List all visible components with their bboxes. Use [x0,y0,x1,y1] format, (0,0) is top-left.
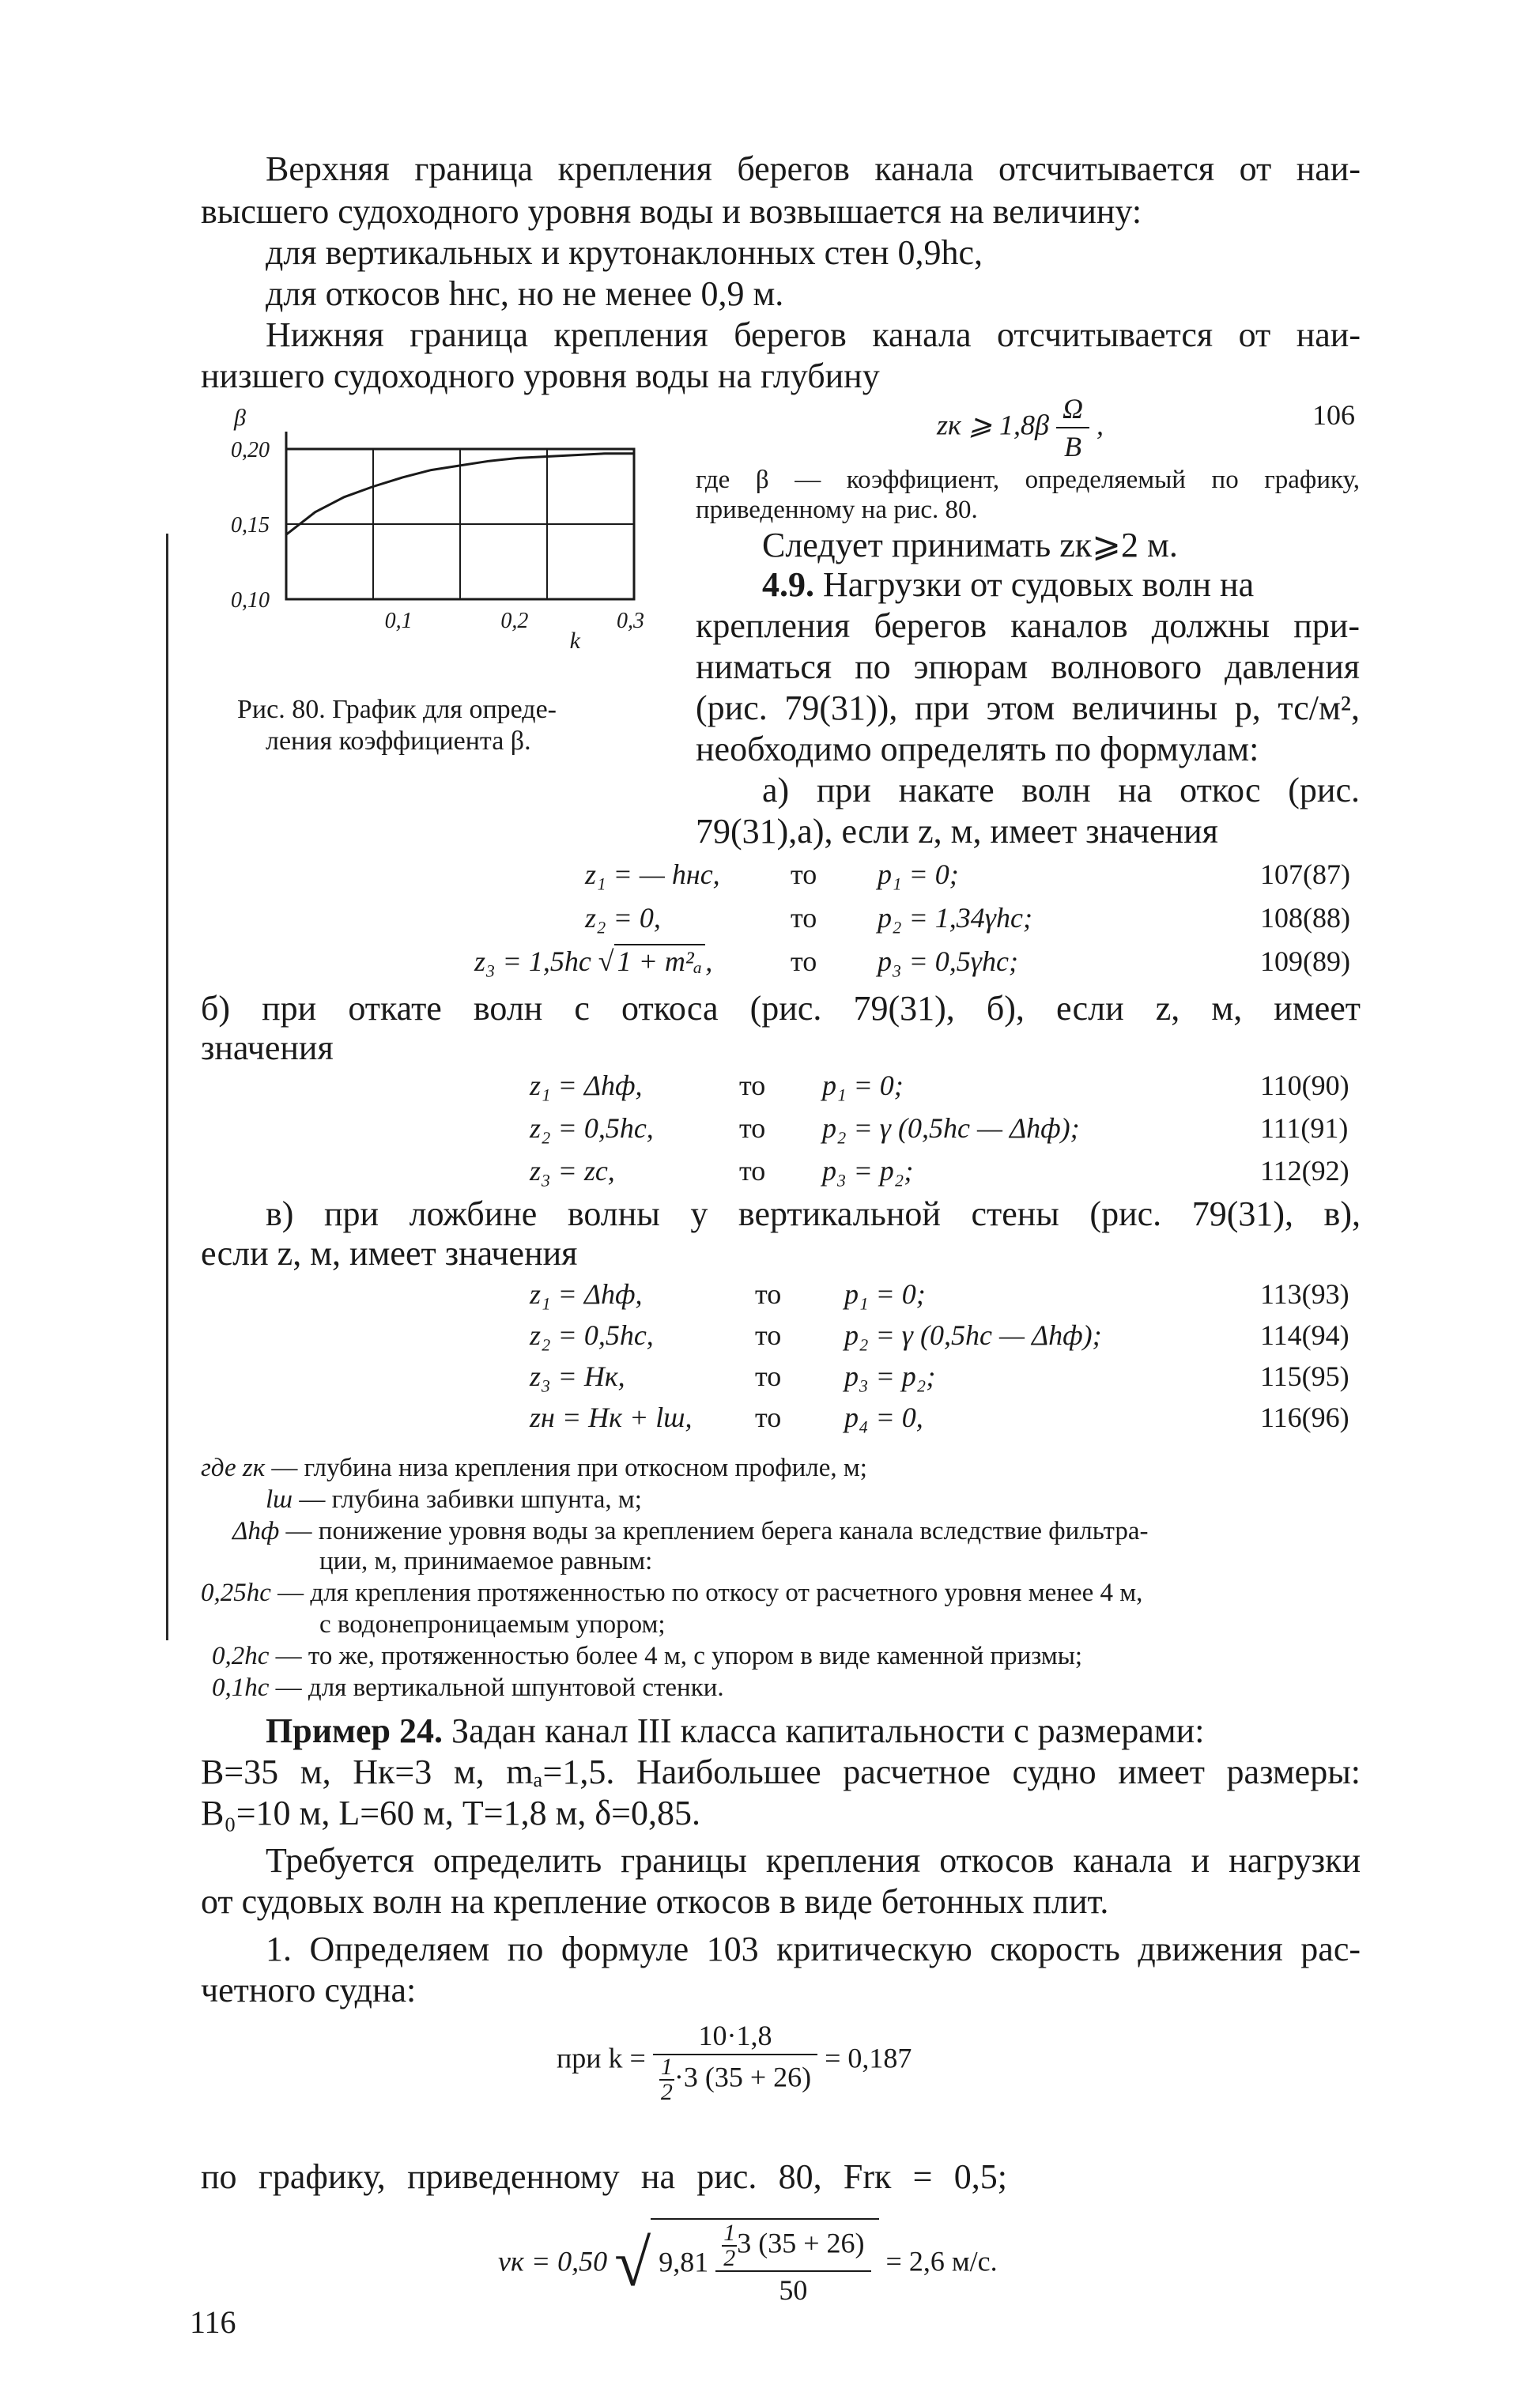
eq-c-1-z: z₁ = Δhф, [530,1278,643,1310]
formula-k-half [659,2055,674,2104]
legend-description: — то же, протяженностью более 4 м, с упором в виде каменной призмы; [275,1642,1083,1670]
section-4-9-line-5: необходимо определять по формулам: [696,730,1259,768]
section-4-9-text: Нагрузки от судовых волн на [823,565,1255,604]
intro-line-4: для откосов hнс, но не менее 0,9 м. [266,274,784,313]
eq-a-3-radicand: 1 + m²ₐ [614,944,706,977]
section-4-9-line-4: (рис. 79(31)), при этом величины p, тс/м², [696,689,1360,727]
eq-b-3-p: p₃ = p₂; [822,1155,914,1187]
x-axis-label: k [569,628,580,654]
eq-c-2-to: то [755,1319,782,1351]
legend-row-7 [212,1641,1082,1671]
eq-b-1-to: то [739,1070,766,1101]
legend-description: — для крепления протяженностью по откосу от расчетного уровня менее 4 м, [277,1579,1143,1607]
eq-c-1-to: то [755,1278,782,1310]
legend-row-8 [212,1673,724,1703]
example-24-title: Пример 24. [266,1711,444,1750]
case-a-line-2: 79(31),а), если z, м, имеет значения [696,812,1218,851]
formula-k-half-num: 1 [660,2054,673,2080]
beta-curve-point [459,465,460,466]
eq-a-1-number: 107(87) [1260,858,1350,890]
margin-rule [166,534,168,1640]
legend-symbol: 0,1hс [212,1673,270,1702]
graph-reference-line: по графику, приведенному на рис. 80, Frк = 0,5; [201,2157,1007,2196]
legend-row-6 [319,1609,666,1640]
section-4-9-line-3: ниматься по эпюрам волнового давления [696,647,1360,686]
where-beta-line-2: приведенному на рис. 80. [696,496,978,524]
example-24-line-7: четного судна: [201,1971,417,2009]
eq-b-1-p: p₁ = 0; [822,1070,904,1101]
example-24-line-3: B₀=10 м, L=60 м, T=1,8 м, δ=0,85. [201,1794,700,1832]
eq-c-3-number: 115(95) [1260,1360,1349,1392]
formula-vk-result: = 2,6 м/с. [885,2245,998,2277]
eq-a-3-z-pre: z₃ = 1,5hс [474,945,591,977]
formula-vk-pre: vк = 0,50 [498,2245,608,2277]
formula-vk-half [722,2221,737,2270]
eq-c-4-p: p₄ = 0, [844,1402,923,1433]
formula-k-denominator [653,2055,817,2104]
formula-vk-g: 9,81 [659,2246,709,2278]
legend-row-2 [266,1485,642,1515]
x-tick-label: 0,3 [617,609,644,633]
eq-c-3-p: p₃ = p₂; [844,1360,936,1392]
formula-k-half-den: 2 [660,2079,673,2105]
eq-c-3-z: z₃ = Hк, [530,1360,625,1392]
formula-106-fraction [1056,391,1089,465]
eq-c-1-number: 113(93) [1260,1278,1349,1310]
eq-a-3-to: то [791,945,817,977]
legend-description: — глубина низа крепления при откосном профиле, м; [271,1454,867,1482]
formula-k-den-rest: ·3 (35 + 26) [674,2061,812,2093]
eq-a-3-p: p₃ = 0,5γhс; [878,945,1018,977]
example-24-line-1 [266,1711,1361,1752]
formula-k [557,2017,912,2104]
formula-106-den: B [1063,431,1081,462]
formula-106 [937,391,1104,465]
legend-symbol: 0,2hс [212,1642,270,1670]
eq-c-2-number: 114(94) [1260,1319,1349,1351]
eq-a-2-z: z₂ = 0, [585,902,661,934]
legend-description: — глубина забивки шпунта, м; [299,1485,642,1514]
y-axis-label: β [234,405,246,431]
formula-vk-fraction [715,2221,870,2308]
beta-curve-point [633,453,634,454]
formula-vk-half-num: 1 [723,2220,736,2246]
beta-curve-point [285,534,286,535]
where-beta-line-1: где β — коэффициент, определяемый по графику, [696,466,1360,494]
eq-a-3-number: 109(89) [1260,945,1350,977]
intro-line-3: для вертикальных и крутонаклонных стен 0,9hс, [266,233,983,272]
eq-c-3-to: то [755,1360,782,1392]
eq-b-1-number: 110(90) [1260,1070,1349,1101]
section-4-9-line-2: крепления берегов каналов должны при- [696,606,1360,645]
figure-caption-1: Рис. 80. График для опреде- [237,695,557,724]
eq-a-2-to: то [791,902,817,934]
formula-k-fraction [653,2017,817,2104]
formula-106-lhs: zк ⩾ 1,8β [937,409,1049,441]
sqrt-sign: √ [614,2227,651,2300]
legend-symbol: Δhф [232,1517,280,1545]
follow-line: Следует принимать zк⩾2 м. [762,526,1178,564]
eq-c-4-z: zн = Hк + lш, [530,1402,693,1433]
eq-b-3-number: 112(92) [1260,1155,1349,1187]
example-24-line-4: Требуется определить границы крепления откосов канала и нагрузки [266,1841,1361,1880]
formula-k-result: = 0,187 [825,2042,912,2074]
intro-line-2: высшего судоходного уровня воды и возвышается на величину: [201,192,1142,231]
case-c-line-1: в) при ложбине волны у вертикальной стены (рис. 79(31), в), [266,1194,1361,1233]
case-c-line-2: если z, м, имеет значения [201,1234,578,1273]
legend-description: ции, м, принимаемое равным: [319,1547,653,1575]
eq-a-3-comma: , [705,945,713,977]
example-24-line-2: B=35 м, Hк=3 м, mₐ=1,5. Наибольшее расчетное судно имеет размеры: [201,1753,1361,1791]
formula-vk-radicand [651,2218,878,2310]
formula-vk-numerator [715,2221,870,2272]
eq-c-2-p: p₂ = γ (0,5hс — Δhф); [844,1319,1102,1351]
intro-line-6: низшего судоходного уровня воды на глубину [201,357,880,395]
eq-b-2-z: z₂ = 0,5hс, [530,1112,654,1144]
eq-b-1-z: z₁ = Δhф, [530,1070,643,1101]
beta-curve-point [605,453,606,454]
beta-curve-point [372,486,373,487]
legend-description: — для вертикальной шпунтовой стенки. [275,1673,724,1702]
chart-grid [286,449,634,599]
y-tick-label: 0,10 [231,588,270,613]
eq-b-2-p: p₂ = γ (0,5hс — Δhф); [822,1112,1080,1144]
legend-description: с водонепроницаемым упором; [319,1610,666,1639]
eq-b-2-number: 111(91) [1260,1112,1349,1144]
section-4-9-number: 4.9. [762,565,814,604]
eq-a-2-number: 108(88) [1260,902,1350,934]
case-a-line-1: а) при накате волн на откос (рис. [762,771,1360,809]
example-24-text: Задан канал III класса капитальности с размерами: [451,1711,1205,1750]
formula-106-number: 106 [1312,399,1355,431]
y-tick-label: 0,15 [231,513,270,538]
formula-106-num: Ω [1056,391,1089,428]
y-tick-label: 0,20 [231,438,270,462]
eq-c-4-number: 116(96) [1260,1402,1349,1433]
case-b-line-2: значения [201,1028,334,1067]
legend-symbol: где zк [201,1454,266,1482]
eq-a-1-p: p₁ = 0; [878,858,959,890]
legend-row-1 [201,1453,867,1483]
eq-a-3-z [474,943,712,979]
intro-line-5: Нижняя граница крепления берегов канала отсчитывается от наи- [266,315,1361,354]
legend-symbol: lш [266,1485,293,1514]
figure-caption-2: ления коэффициента β. [266,726,531,756]
formula-vk-num-rest: 3 (35 + 26) [737,2227,865,2259]
eq-b-3-to: то [739,1155,766,1187]
example-24-line-5: от судовых волн на крепление откосов в виде бетонных плит. [201,1882,1109,1921]
x-tick-label: 0,1 [384,609,413,633]
figure-80-chart [213,403,672,688]
formula-vk-half-den: 2 [723,2245,736,2271]
legend-row-4 [319,1546,652,1576]
intro-line-1: Верхняя граница крепления берегов канала отсчитывается от наи- [266,149,1361,188]
example-24-line-6: 1. Определяем по формуле 103 критическую скорость движения рас- [266,1930,1361,1968]
formula-vk-denominator: 50 [779,2274,808,2306]
beta-curve-point [546,456,547,457]
beta-curve-point [344,496,345,497]
eq-b-2-to: то [739,1112,766,1144]
eq-b-3-z: z₃ = zс, [530,1155,615,1187]
eq-c-1-p: p₁ = 0; [844,1278,926,1310]
formula-k-pre: при k = [557,2042,646,2074]
formula-106-tail: , [1096,409,1104,441]
legend-symbol: 0,25hс [201,1579,271,1607]
page-number: 116 [190,2304,236,2340]
formula-k-numerator: 10·1,8 [653,2017,817,2055]
eq-c-4-to: то [755,1402,782,1433]
formula-vk [498,2218,998,2310]
section-4-9-line-1 [762,564,1360,606]
legend-row-5 [201,1578,1142,1608]
eq-a-1-to: то [791,858,817,890]
legend-row-3 [232,1516,1148,1546]
legend-description: — понижение уровня воды за креплением берега канала вследствие фильтра- [285,1517,1149,1545]
eq-c-2-z: z₂ = 0,5hс, [530,1319,654,1351]
x-tick-label: 0,2 [500,609,529,633]
case-b-line-1: б) при откате волн с откоса (рис. 79(31), б), если z, м, имеет [201,989,1361,1028]
eq-a-1-z: z₁ = — hнс, [585,858,720,890]
sqrt-sign: √ [598,945,614,977]
eq-a-2-p: p₂ = 1,34γhс; [878,902,1032,934]
